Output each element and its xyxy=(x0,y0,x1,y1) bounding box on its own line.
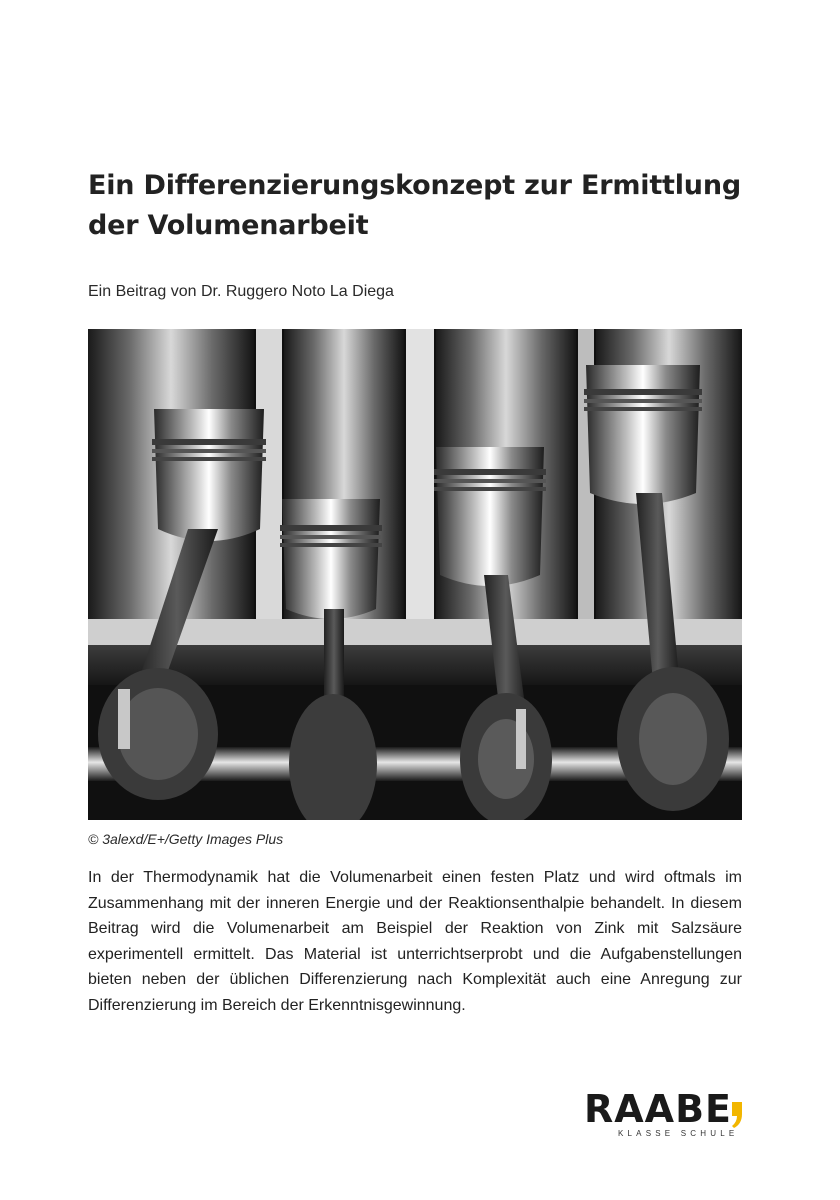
logo-wordmark: RAABE xyxy=(584,1087,733,1131)
page-title: Ein Differenzierungskonzept zur Ermittlung der Volumenarbeit xyxy=(88,170,741,241)
author-line: Ein Beitrag von Dr. Ruggero Noto La Diega xyxy=(88,283,394,300)
logo-tagline: KLASSE SCHULE xyxy=(618,1129,739,1138)
pistons-image xyxy=(88,329,742,820)
image-caption: © 3alexd/E+/Getty Images Plus xyxy=(88,831,284,847)
logo-comma-icon xyxy=(732,1102,742,1128)
abstract-paragraph: In der Thermodynamik hat die Volumenarbeit einen festen Platz und wird oftmals im Zusammenhang mit der inneren Energie und der Reaktionsenthalpie behandelt. In diesem Beitrag wird die Volumenarbeit am Beispiel der Reaktion von Zink mit Salzsäure experimentell ermittelt. Das Material ist unterrichtserprobt und die Aufgabenstellungen bieten neben der üblichen Differenzierung nach Komplexität auch eine Anregung zur Differenzierung im Bereich der Erkenntnisgewinnung. xyxy=(88,869,742,1014)
raabe-logo xyxy=(584,1088,754,1144)
